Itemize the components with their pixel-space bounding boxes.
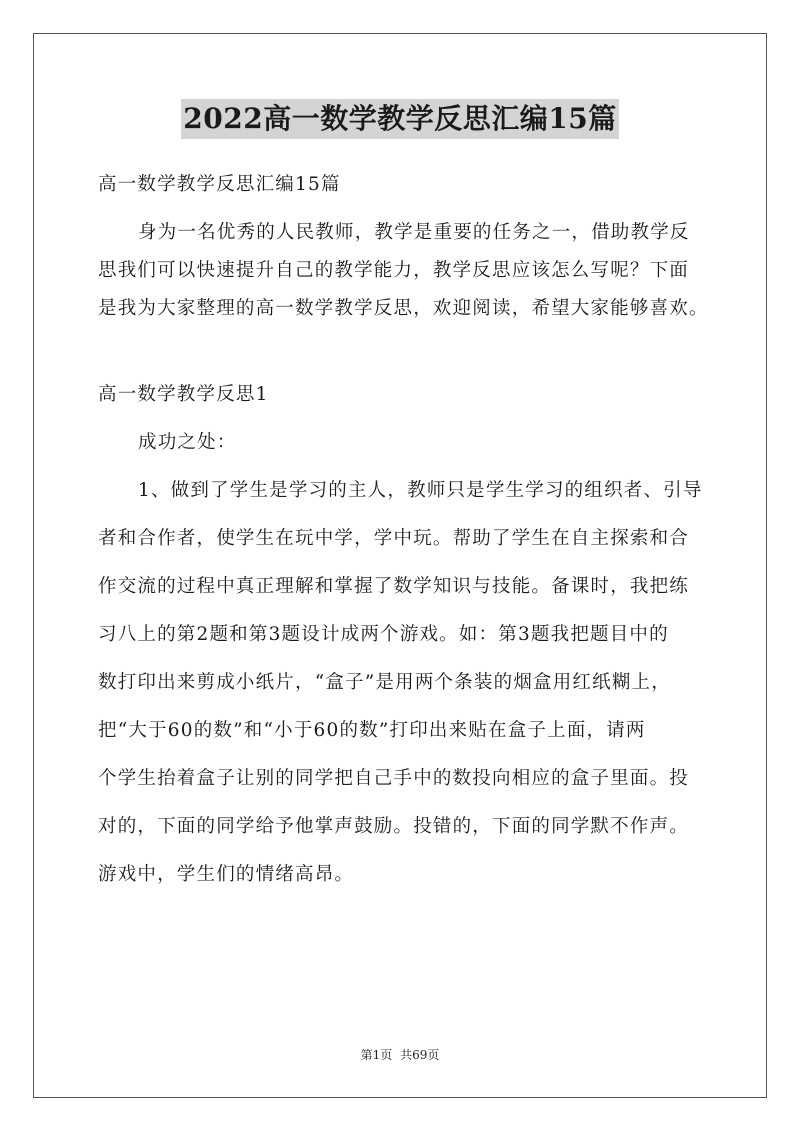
section-heading: 高一数学教学反思1 (98, 384, 269, 405)
paragraph-line: 个学生抬着盒子让别的同学把自己手中的数投向相应的盒子里面。投 (98, 768, 690, 789)
paragraph-line: 1、做到了学生是学习的主人，教师只是学生学习的组织者、引导 (138, 480, 703, 501)
title-container (0, 99, 800, 139)
section-label: 成功之处： (138, 432, 237, 453)
paragraph-line: 者和合作者，使学生在玩中学，学中玩。帮助了学生在自主探索和合 (98, 528, 690, 549)
paragraph-line: 对的，下面的同学给予他掌声鼓励。投错的，下面的同学默不作声。 (98, 816, 690, 837)
intro-line: 身为一名优秀的人民教师，教学是重要的任务之一，借助教学反 (138, 222, 690, 243)
page-total: 共69页 (400, 1048, 440, 1062)
intro-line: 思我们可以快速提升自己的教学能力，教学反思应该怎么写呢？下面 (98, 260, 690, 281)
document-body (98, 166, 710, 894)
page-footer (0, 1046, 800, 1063)
paragraph-line: 作交流的过程中真正理解和掌握了数学知识与技能。备课时，我把练 (98, 576, 690, 597)
paragraph-line: 游戏中，学生们的情绪高昂。 (98, 864, 355, 885)
paragraph-line: 习八上的第2题和第3题设计成两个游戏。如：第3题我把题目中的 (98, 624, 669, 645)
document-title: 2022高一数学教学反思汇编15篇 (181, 99, 618, 139)
intro-line: 是我为大家整理的高一数学教学反思，欢迎阅读，希望大家能够喜欢。 (98, 298, 709, 319)
document-subtitle: 高一数学教学反思汇编15篇 (98, 174, 341, 195)
paragraph-line: 数打印出来剪成小纸片，“盒子”是用两个条装的烟盒用红纸糊上， (98, 672, 671, 693)
paragraph-line: 把“大于60的数”和“小于60的数”打印出来贴在盒子上面，请两 (98, 720, 646, 741)
page-number: 第1页 (360, 1048, 393, 1062)
